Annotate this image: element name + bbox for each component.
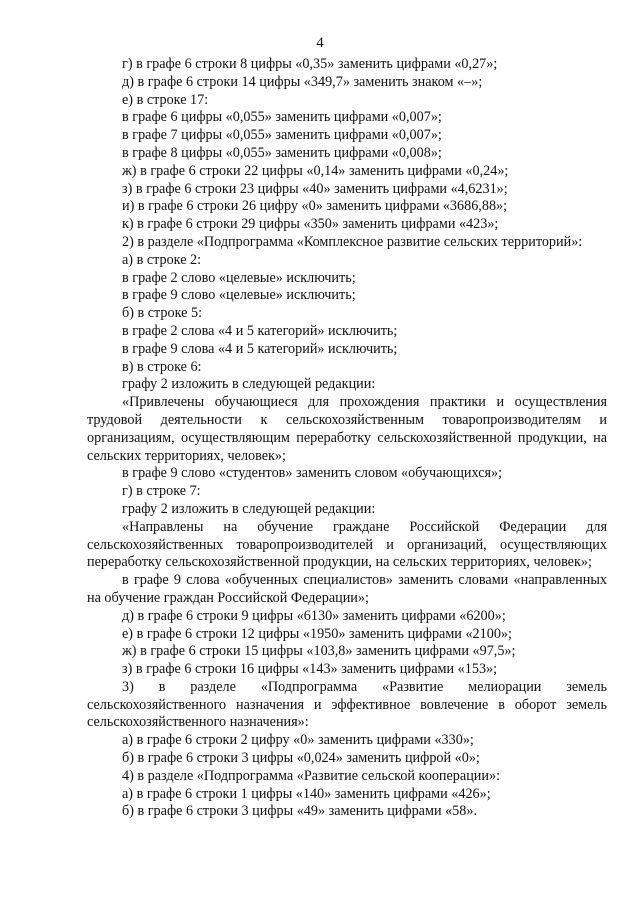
text-line: б) в строке 5: [122,305,203,322]
page-number: 4 [316,35,324,51]
text-line: в графе 9 слово «целевые» исключить; [122,287,356,304]
section-2-heading: 2) в разделе «Подпрограмма «Комплексное развитие сельских территорий»: [122,233,583,250]
text-line: е) в строке 17: [122,91,209,108]
text-line: в графе 9 слово «студентов» заменить словом «обучающихся»; [122,465,503,482]
document-body [87,56,607,821]
text-line: в) в строке 6: [122,358,202,375]
text-line: б) в графе 6 строки 3 цифры «0,024» заменить цифрой «0»; [122,750,480,767]
text-line: б) в графе 6 строки 3 цифры «49» заменить цифрами «58». [122,803,478,820]
text-line: з) в графе 6 строки 23 цифры «40» заменить цифрами «4,6231»; [122,180,508,197]
text-line: в графе 7 цифры «0,055» заменить цифрами «0,007»; [122,127,442,144]
text-line: г) в строке 7: [122,483,201,500]
text-line: д) в графе 6 строки 14 цифры «349,7» заменить знаком «–»; [122,73,483,90]
text-line: в графе 9 слова «4 и 5 категорий» исключить; [122,340,398,357]
text-line: д) в графе 6 строки 9 цифры «6130» заменить цифрами «6200»; [122,607,506,624]
text-line: е) в графе 6 строки 12 цифры «1950» заменить цифрами «2100»; [122,625,512,642]
text-line: ж) в графе 6 строки 22 цифры «0,14» заменить цифрами «0,24»; [122,162,509,179]
text-line: в графе 2 слова «4 и 5 категорий» исключить; [122,322,398,339]
quoted-text-1: «Привлечены обучающиеся для прохождения практики и осуществления трудовой деятельности к сельскохозяйственным товаропроизводителям и организациям, осуществляющим переработку сельскохозяйственной продукции, на сельских территориях, человек»; [87,394,607,464]
text-line: а) в графе 6 строки 2 цифру «0» заменить цифрами «330»; [122,732,474,749]
text-line: в графе 8 цифры «0,055» заменить цифрами «0,008»; [122,144,442,161]
text-line: в графе 6 цифры «0,055» заменить цифрами «0,007»; [122,109,442,126]
text-line: ж) в графе 6 строки 15 цифры «103,8» заменить цифрами «97,5»; [122,643,516,660]
text-line: а) в строке 2: [122,251,202,268]
quoted-text-2: «Направлены на обучение граждане Российской Федерации для сельскохозяйственных товаропроизводителей и организаций, осуществляющих переработку сельскохозяйственной продукции, на сельских территориях, человек»; [87,518,607,571]
text-line: к) в графе 6 строки 29 цифры «350» заменить цифрами «423»; [122,216,499,233]
text-line: в графе 2 слово «целевые» исключить; [122,269,356,286]
graph-9-replacement: в графе 9 слова «обученных специалистов» заменить словами «направленных на обучение граждан Российской Федерации»; [87,572,607,606]
text-line: а) в графе 6 строки 1 цифры «140» заменить цифрами «426»; [122,785,491,802]
text-line: графу 2 изложить в следующей редакции: [122,500,376,517]
section-3-heading: 3) в разделе «Подпрограмма «Развитие мелиорации земель сельскохозяйственного назначения и эффективное вовлечение в оборот земель сельскохозяйственного назначения»: [87,678,607,731]
text-line: и) в графе 6 строки 26 цифру «0» заменить цифрами «3686,88»; [122,198,508,215]
section-4-heading: 4) в разделе «Подпрограмма «Развитие сельской кооперации»: [122,767,501,784]
text-line: з) в графе 6 строки 16 цифры «143» заменить цифрами «153»; [122,661,498,678]
text-line: графу 2 изложить в следующей редакции: [122,376,376,393]
text-line: г) в графе 6 строки 8 цифры «0,35» заменить цифрами «0,27»; [122,56,498,72]
